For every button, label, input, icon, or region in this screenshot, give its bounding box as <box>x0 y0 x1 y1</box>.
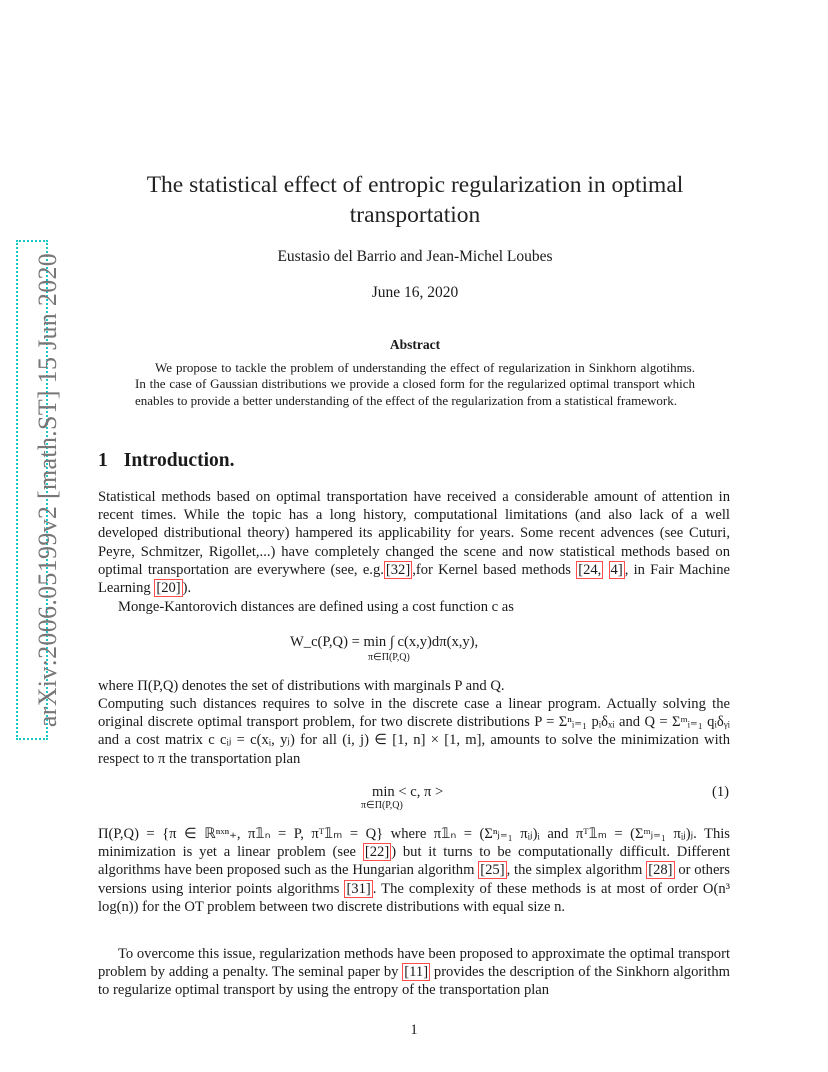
paragraph-3: where Π(P,Q) denotes the set of distributions with marginals P and Q. <box>98 678 505 694</box>
abstract-heading: Abstract <box>389 337 441 352</box>
citation-4[interactable]: 4] <box>610 561 623 578</box>
paragraph-1 <box>98 488 730 597</box>
citation-24[interactable]: [24, <box>578 561 602 578</box>
section-title: Introduction. <box>123 450 235 471</box>
para5-text-e: . The complexity of these methods is at most of order O(n³ log(n)) for the OT problem between two discrete distributions with equal size n. <box>98 880 730 915</box>
authors: Eustasio del Barrio and Jean-Michel Loubes <box>277 248 553 265</box>
abstract-text: We propose to tackle the problem of understanding the effect of regularization in Sinkhorn algotihms. In the case of Gaussian distributions we provide a closed form for the regularized optimal transport which enables to provide a better understanding of the effect of the regularization from a statistical framework. <box>135 360 695 408</box>
citation-28[interactable]: [28] <box>648 862 673 879</box>
para5-text-b: ) but it turns to be computationally difficult. Different algorithms have been proposed such as the Hungarian algorithm <box>98 844 730 879</box>
section-number: 1 <box>98 450 108 471</box>
arxiv-identifier[interactable]: arXiv:2006.05199v2 [math.ST] 15 Jun 2020 <box>33 252 62 728</box>
section-heading <box>98 450 234 472</box>
citation-11[interactable]: [11] <box>404 964 429 981</box>
citation-22[interactable]: [22] <box>364 844 390 861</box>
equation-wc: W_c(P,Q) = min ∫ c(x,y)dπ(x,y), <box>290 634 479 650</box>
para1-text-a: Statistical methods based on optimal transportation have received a considerable amount of attention in recent times. While the topic has a long history, computational limitations (and also lack of a well developed distributional theory) hampered its applicability for years. Some recent advences (see Cuturi, Peyre, Schmitzer, Rigollet,...) have completely changed the scene and now statistical methods based on optimal transportation are everywhere (see, e.g. <box>98 489 730 578</box>
paragraph-4: Computing such distances requires to solve in the discrete case a linear program. Actually solving the original discrete optimal transport problem, for two discrete distributions P = Σⁿᵢ₌₁ pᵢδₓᵢ and Q = Σᵐᵢ₌₁ qᵢδᵧᵢ and a cost matrix c cᵢⱼ = c(xᵢ, yⱼ) for all (i, j) ∈ [1, n] × [1, m], amounts to solve the minimization with respect to π the transportation plan <box>98 696 730 767</box>
title-line-2: transportation <box>349 202 481 228</box>
para1-text-d: ). <box>182 580 192 597</box>
para1-text-c: , in Fair Machine Learning <box>98 561 730 597</box>
paper-title <box>120 170 710 230</box>
para6-text-b: provides the description of the Sinkhorn algorithm to regularize optimal transport by using the entropy of the transportation plan <box>98 964 730 999</box>
para5-text-a: Π(P,Q) = {π ∈ ℝⁿˣⁿ₊, π𝟙ₙ = P, πᵀ𝟙ₘ = Q} where π𝟙ₙ = (Σⁿⱼ₌₁ πᵢⱼ)ᵢ and πᵀ𝟙ₘ = (Σᵐⱼ₌₁ πᵢⱼ)ⱼ. This minimization is yet a linear problem (see <box>98 826 730 861</box>
citation-31[interactable]: [31] <box>346 880 371 897</box>
para1-text-b: ,for Kernel based methods <box>412 561 571 578</box>
para5-text-d: or others versions using interior points algorithms <box>98 862 730 897</box>
equation-number: (1) <box>712 784 730 800</box>
paragraph-5 <box>98 825 730 916</box>
equation-min-subscript: π∈Π(P,Q) <box>361 800 403 811</box>
date: June 16, 2020 <box>371 284 459 301</box>
paragraph-2: Monge-Kantorovich distances are defined using a cost function c as <box>118 599 514 615</box>
para5-text-c: , the simplex algorithm <box>506 862 643 879</box>
citation-25[interactable]: [25] <box>480 862 505 879</box>
title-line-1: The statistical effect of entropic regularization in optimal <box>146 172 684 198</box>
paragraph-6 <box>98 945 730 1000</box>
citation-20[interactable]: [20] <box>156 580 181 597</box>
equation-wc-subscript: π∈Π(P,Q) <box>368 652 410 663</box>
equation-min: min < c, π > <box>372 784 444 800</box>
citation-32[interactable]: [32] <box>385 561 411 578</box>
page-number: 1 <box>410 1022 418 1038</box>
para6-text-a: To overcome this issue, regularization methods have been proposed to approximate the optimal transport problem by adding a penalty. The seminal paper by <box>98 946 730 981</box>
